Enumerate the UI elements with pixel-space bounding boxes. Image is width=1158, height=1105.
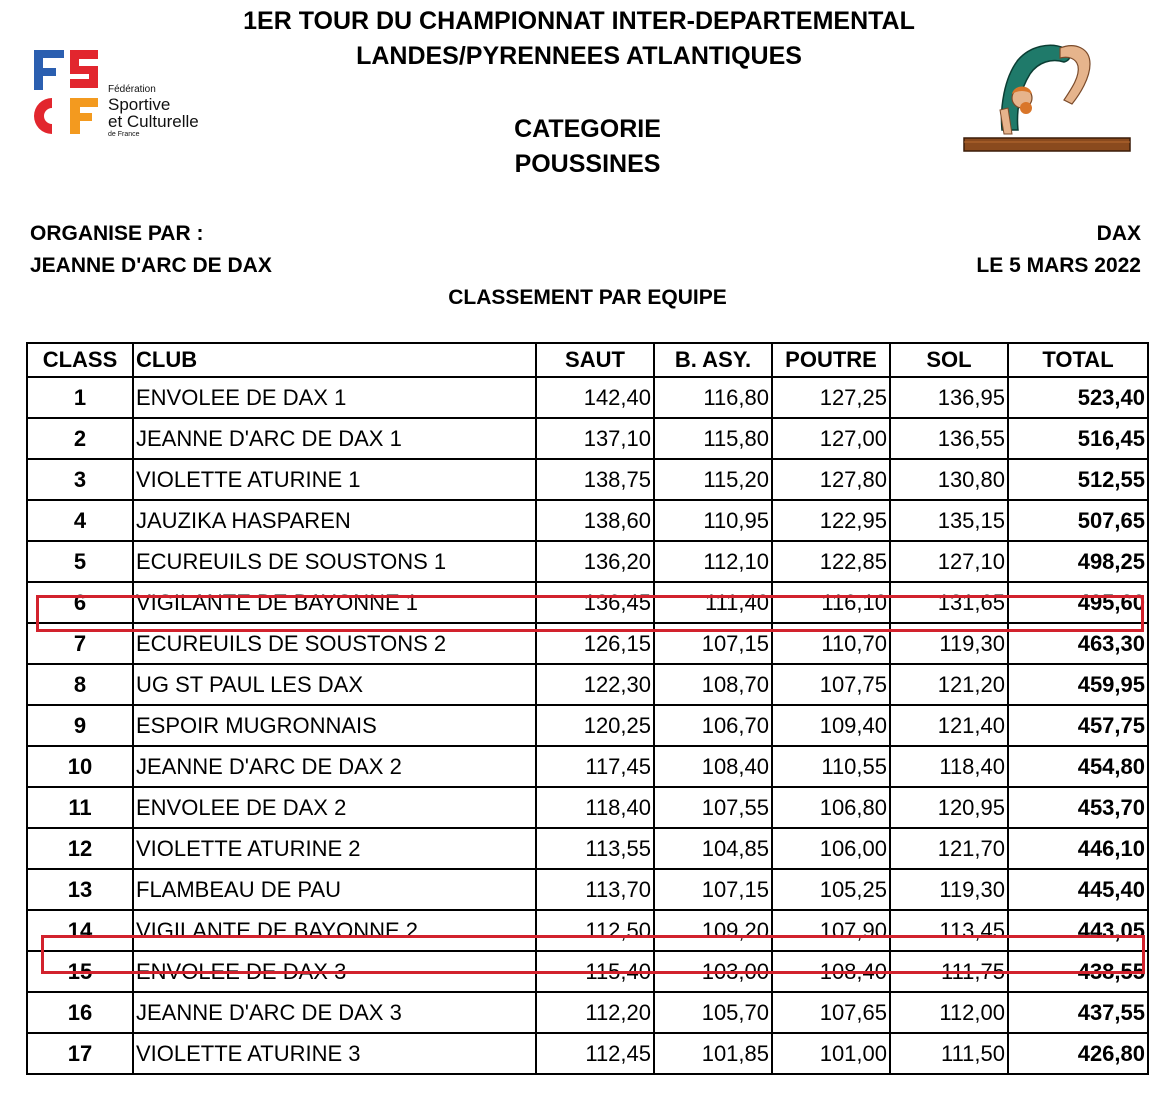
total-cell: 426,80 xyxy=(1008,1033,1148,1074)
saut-cell: 112,45 xyxy=(536,1033,654,1074)
header-total: TOTAL xyxy=(1008,343,1148,377)
header-basy: B. ASY. xyxy=(654,343,772,377)
logo-text-de-france: de France xyxy=(108,131,140,138)
rank-cell: 14 xyxy=(27,910,133,951)
table-row xyxy=(27,582,1148,623)
total-cell: 454,80 xyxy=(1008,746,1148,787)
sol-cell: 111,75 xyxy=(890,951,1008,992)
header-saut: SAUT xyxy=(536,343,654,377)
saut-cell: 112,20 xyxy=(536,992,654,1033)
sol-cell: 131,65 xyxy=(890,582,1008,623)
basy-cell: 115,80 xyxy=(654,418,772,459)
club-cell: ECUREUILS DE SOUSTONS 2 xyxy=(133,623,536,664)
total-cell: 463,30 xyxy=(1008,623,1148,664)
rank-cell: 10 xyxy=(27,746,133,787)
poutre-cell: 110,55 xyxy=(772,746,890,787)
basy-cell: 107,15 xyxy=(654,623,772,664)
rank-cell: 12 xyxy=(27,828,133,869)
table-row xyxy=(27,828,1148,869)
rank-cell: 6 xyxy=(27,582,133,623)
total-cell: 507,65 xyxy=(1008,500,1148,541)
logo-text-culturelle: et Culturelle xyxy=(108,112,199,131)
table-row xyxy=(27,377,1148,418)
header-club: CLUB xyxy=(133,343,536,377)
saut-cell: 117,45 xyxy=(536,746,654,787)
table-row xyxy=(27,459,1148,500)
table-row xyxy=(27,1033,1148,1074)
saut-cell: 137,10 xyxy=(536,418,654,459)
table-row xyxy=(27,869,1148,910)
poutre-cell: 101,00 xyxy=(772,1033,890,1074)
table-row xyxy=(27,951,1148,992)
table-row xyxy=(27,418,1148,459)
sol-cell: 130,80 xyxy=(890,459,1008,500)
total-cell: 498,25 xyxy=(1008,541,1148,582)
header-poutre: POUTRE xyxy=(772,343,890,377)
table-row xyxy=(27,664,1148,705)
poutre-cell: 106,00 xyxy=(772,828,890,869)
rank-cell: 17 xyxy=(27,1033,133,1074)
gymnast-on-balance-beam-icon xyxy=(960,38,1132,156)
sol-cell: 113,45 xyxy=(890,910,1008,951)
basy-cell: 101,85 xyxy=(654,1033,772,1074)
saut-cell: 115,40 xyxy=(536,951,654,992)
poutre-cell: 122,85 xyxy=(772,541,890,582)
poutre-cell: 108,40 xyxy=(772,951,890,992)
basy-cell: 107,15 xyxy=(654,869,772,910)
total-cell: 446,10 xyxy=(1008,828,1148,869)
poutre-cell: 109,40 xyxy=(772,705,890,746)
poutre-cell: 122,95 xyxy=(772,500,890,541)
basy-cell: 109,20 xyxy=(654,910,772,951)
saut-cell: 138,60 xyxy=(536,500,654,541)
sol-cell: 121,70 xyxy=(890,828,1008,869)
sol-cell: 127,10 xyxy=(890,541,1008,582)
total-cell: 495,60 xyxy=(1008,582,1148,623)
saut-cell: 136,45 xyxy=(536,582,654,623)
saut-cell: 120,25 xyxy=(536,705,654,746)
club-cell: ENVOLEE DE DAX 2 xyxy=(133,787,536,828)
header-sol: SOL xyxy=(890,343,1008,377)
saut-cell: 126,15 xyxy=(536,623,654,664)
title-line-1: 1ER TOUR DU CHAMPIONNAT INTER-DEPARTEMENTAL xyxy=(243,7,915,35)
sol-cell: 135,15 xyxy=(890,500,1008,541)
category-value: POUSSINES xyxy=(514,150,661,178)
basy-cell: 104,85 xyxy=(654,828,772,869)
sol-cell: 119,30 xyxy=(890,869,1008,910)
saut-cell: 112,50 xyxy=(536,910,654,951)
table-row xyxy=(27,500,1148,541)
total-cell: 438,55 xyxy=(1008,951,1148,992)
basy-cell: 105,70 xyxy=(654,992,772,1033)
rank-cell: 3 xyxy=(27,459,133,500)
club-cell: VIGILANTE DE BAYONNE 2 xyxy=(133,910,536,951)
rank-cell: 13 xyxy=(27,869,133,910)
club-cell: UG ST PAUL LES DAX xyxy=(133,664,536,705)
total-cell: 437,55 xyxy=(1008,992,1148,1033)
sol-cell: 136,55 xyxy=(890,418,1008,459)
poutre-cell: 105,25 xyxy=(772,869,890,910)
club-cell: JEANNE D'ARC DE DAX 1 xyxy=(133,418,536,459)
category-label: CATEGORIE xyxy=(514,115,661,143)
sol-cell: 121,20 xyxy=(890,664,1008,705)
table-header-row xyxy=(27,343,1148,377)
poutre-cell: 106,80 xyxy=(772,787,890,828)
club-cell: ENVOLEE DE DAX 3 xyxy=(133,951,536,992)
poutre-cell: 127,00 xyxy=(772,418,890,459)
rank-cell: 2 xyxy=(27,418,133,459)
saut-cell: 136,20 xyxy=(536,541,654,582)
title-line-2: LANDES/PYRENNEES ATLANTIQUES xyxy=(356,42,802,70)
poutre-cell: 127,25 xyxy=(772,377,890,418)
club-cell: FLAMBEAU DE PAU xyxy=(133,869,536,910)
club-cell: ESPOIR MUGRONNAIS xyxy=(133,705,536,746)
sol-cell: 118,40 xyxy=(890,746,1008,787)
sol-cell: 120,95 xyxy=(890,787,1008,828)
rank-cell: 15 xyxy=(27,951,133,992)
basy-cell: 108,70 xyxy=(654,664,772,705)
total-cell: 457,75 xyxy=(1008,705,1148,746)
total-cell: 516,45 xyxy=(1008,418,1148,459)
total-cell: 523,40 xyxy=(1008,377,1148,418)
club-cell: JAUZIKA HASPAREN xyxy=(133,500,536,541)
basy-cell: 106,70 xyxy=(654,705,772,746)
basy-cell: 115,20 xyxy=(654,459,772,500)
rank-cell: 7 xyxy=(27,623,133,664)
saut-cell: 118,40 xyxy=(536,787,654,828)
total-cell: 443,05 xyxy=(1008,910,1148,951)
header-class: CLASS xyxy=(27,343,133,377)
poutre-cell: 127,80 xyxy=(772,459,890,500)
saut-cell: 122,30 xyxy=(536,664,654,705)
basy-cell: 103,00 xyxy=(654,951,772,992)
club-cell: ENVOLEE DE DAX 1 xyxy=(133,377,536,418)
club-cell: JEANNE D'ARC DE DAX 3 xyxy=(133,992,536,1033)
club-cell: ECUREUILS DE SOUSTONS 1 xyxy=(133,541,536,582)
total-cell: 453,70 xyxy=(1008,787,1148,828)
basy-cell: 111,40 xyxy=(654,582,772,623)
logo-text-federation: Fédération xyxy=(108,84,156,95)
team-ranking-table xyxy=(26,342,1149,1075)
saut-cell: 113,70 xyxy=(536,869,654,910)
saut-cell: 142,40 xyxy=(536,377,654,418)
rank-cell: 9 xyxy=(27,705,133,746)
club-cell: VIOLETTE ATURINE 3 xyxy=(133,1033,536,1074)
poutre-cell: 107,65 xyxy=(772,992,890,1033)
poutre-cell: 107,75 xyxy=(772,664,890,705)
saut-cell: 113,55 xyxy=(536,828,654,869)
basy-cell: 110,95 xyxy=(654,500,772,541)
rank-cell: 8 xyxy=(27,664,133,705)
rank-cell: 5 xyxy=(27,541,133,582)
sol-cell: 112,00 xyxy=(890,992,1008,1033)
total-cell: 512,55 xyxy=(1008,459,1148,500)
rank-cell: 11 xyxy=(27,787,133,828)
poutre-cell: 116,10 xyxy=(772,582,890,623)
ranking-title: CLASSEMENT PAR EQUIPE xyxy=(448,286,727,309)
organizer-name: JEANNE D'ARC DE DAX xyxy=(30,254,272,277)
poutre-cell: 107,90 xyxy=(772,910,890,951)
event-date: LE 5 MARS 2022 xyxy=(976,254,1141,277)
basy-cell: 112,10 xyxy=(654,541,772,582)
event-city: DAX xyxy=(1096,222,1141,245)
club-cell: JEANNE D'ARC DE DAX 2 xyxy=(133,746,536,787)
rank-cell: 4 xyxy=(27,500,133,541)
club-cell: VIOLETTE ATURINE 1 xyxy=(133,459,536,500)
table-row xyxy=(27,705,1148,746)
table-row xyxy=(27,541,1148,582)
table-row xyxy=(27,623,1148,664)
organizer-label: ORGANISE PAR : xyxy=(30,222,204,245)
logo-text-sportive: Sportive xyxy=(108,95,171,114)
club-cell: VIGILANTE DE BAYONNE 1 xyxy=(133,582,536,623)
basy-cell: 108,40 xyxy=(654,746,772,787)
saut-cell: 138,75 xyxy=(536,459,654,500)
total-cell: 459,95 xyxy=(1008,664,1148,705)
rank-cell: 16 xyxy=(27,992,133,1033)
sol-cell: 111,50 xyxy=(890,1033,1008,1074)
basy-cell: 116,80 xyxy=(654,377,772,418)
total-cell: 445,40 xyxy=(1008,869,1148,910)
sol-cell: 119,30 xyxy=(890,623,1008,664)
table-row xyxy=(27,992,1148,1033)
table-row xyxy=(27,746,1148,787)
basy-cell: 107,55 xyxy=(654,787,772,828)
table-row xyxy=(27,910,1148,951)
table-row xyxy=(27,787,1148,828)
sol-cell: 136,95 xyxy=(890,377,1008,418)
sol-cell: 121,40 xyxy=(890,705,1008,746)
rank-cell: 1 xyxy=(27,377,133,418)
poutre-cell: 110,70 xyxy=(772,623,890,664)
club-cell: VIOLETTE ATURINE 2 xyxy=(133,828,536,869)
